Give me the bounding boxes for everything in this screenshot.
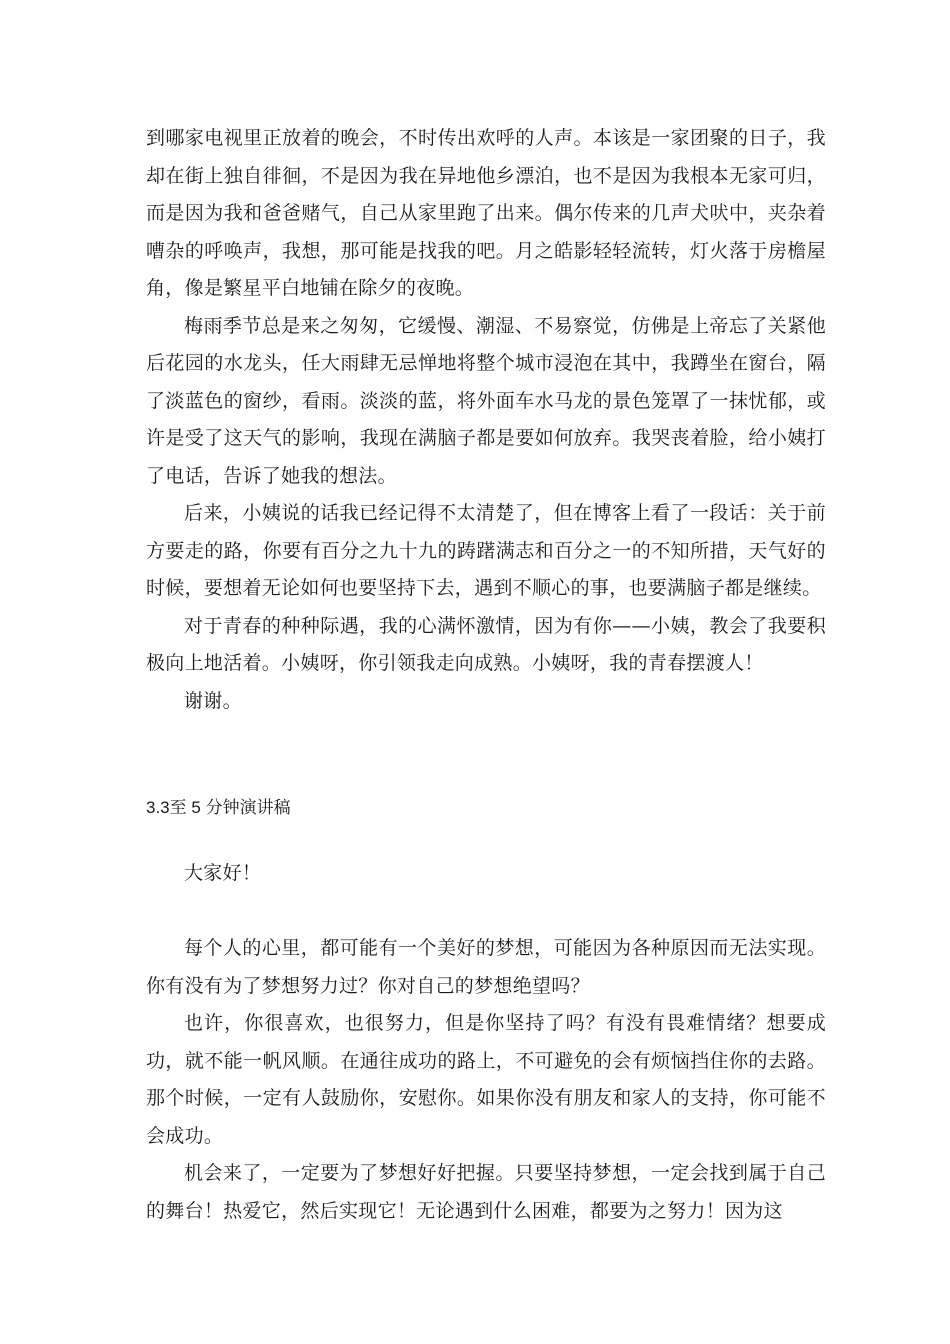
heading-tail: 分钟演讲稿 (205, 798, 291, 818)
section-heading (146, 793, 291, 823)
paragraph-opportunity: 机会来了，一定要为了梦想好好把握。只要坚持梦想，一定会找到属于自己的舞台！热爱它，然后实现它！无论遇到什么困难，都要为之努力！因为这 (146, 1162, 826, 1222)
greeting: 大家好！ (184, 862, 262, 884)
heading-middle: 至 (169, 798, 187, 818)
paragraph-thanks: 谢谢。 (184, 689, 242, 712)
speech-body-part1 (146, 120, 826, 720)
paragraph-youth-ferryman: 对于青春的种种际遇，我的心满怀激情，因为有你——小姨，教会了我要积极向上地活着。小姨呀，你引领我走向成熟。小姨呀，我的青春摆渡人！ (146, 614, 826, 674)
paragraph-blog-quote: 后来，小姨说的话我已经记得不太清楚了，但在博客上看了一段话：关于前方要走的路，你要有百分之九十九的踌躇满志和百分之一的不知所措，天气好的时候，要想着无论如何也要坚持下去，遇到不顺心的事，也要满脑子都是继续。 (146, 502, 826, 599)
speech-body-part2 (146, 930, 826, 1230)
paragraph-new-year-eve: 到哪家电视里正放着的晚会，不时传出欢呼的人声。本该是一家团聚的日子，我却在街上独自徘徊，不是因为我在异地他乡漂泊，也不是因为我根本无家可归，而是因为我和爸爸赌气，自己从家里跑了出来。偶尔传来的几声犬吠中，夹杂着嘈杂的呼唤声，我想，那可能是找我的吧。月之皓影轻轻流转，灯火落于房檐屋角，像是繁星平白地铺在除夕的夜晚。 (146, 127, 826, 299)
paragraph-dream: 每个人的心里，都可能有一个美好的梦想，可能因为各种原因而无法实现。你有没有为了梦想努力过？你对自己的梦想绝望吗？ (146, 937, 826, 997)
heading-number2: 5 (191, 798, 201, 817)
heading-number: 3.3 (146, 798, 170, 817)
paragraph-plum-rain: 梅雨季节总是来之匆匆，它缓慢、潮湿、不易察觉，仿佛是上帝忘了关紧他后花园的水龙头，任大雨肆无忌惮地将整个城市浸泡在其中，我蹲坐在窗台，隔了淡蓝色的窗纱，看雨。淡淡的蓝，将外面车水马龙的景色笼罩了一抹忧郁，或许是受了这天气的影响，我现在满脑子都是要如何放弃。我哭丧着脸，给小姨打了电话，告诉了她我的想法。 (146, 314, 826, 487)
paragraph-persist: 也许，你很喜欢，也很努力，但是你坚持了吗？有没有畏难情绪？想要成功，就不能一帆风顺。在通往成功的路上，不可避免的会有烦恼挡住你的去路。那个时候，一定有人鼓励你，安慰你。如果你没有朋友和家人的支持，你可能不会成功。 (146, 1012, 826, 1147)
speech-greeting-block (146, 855, 826, 893)
